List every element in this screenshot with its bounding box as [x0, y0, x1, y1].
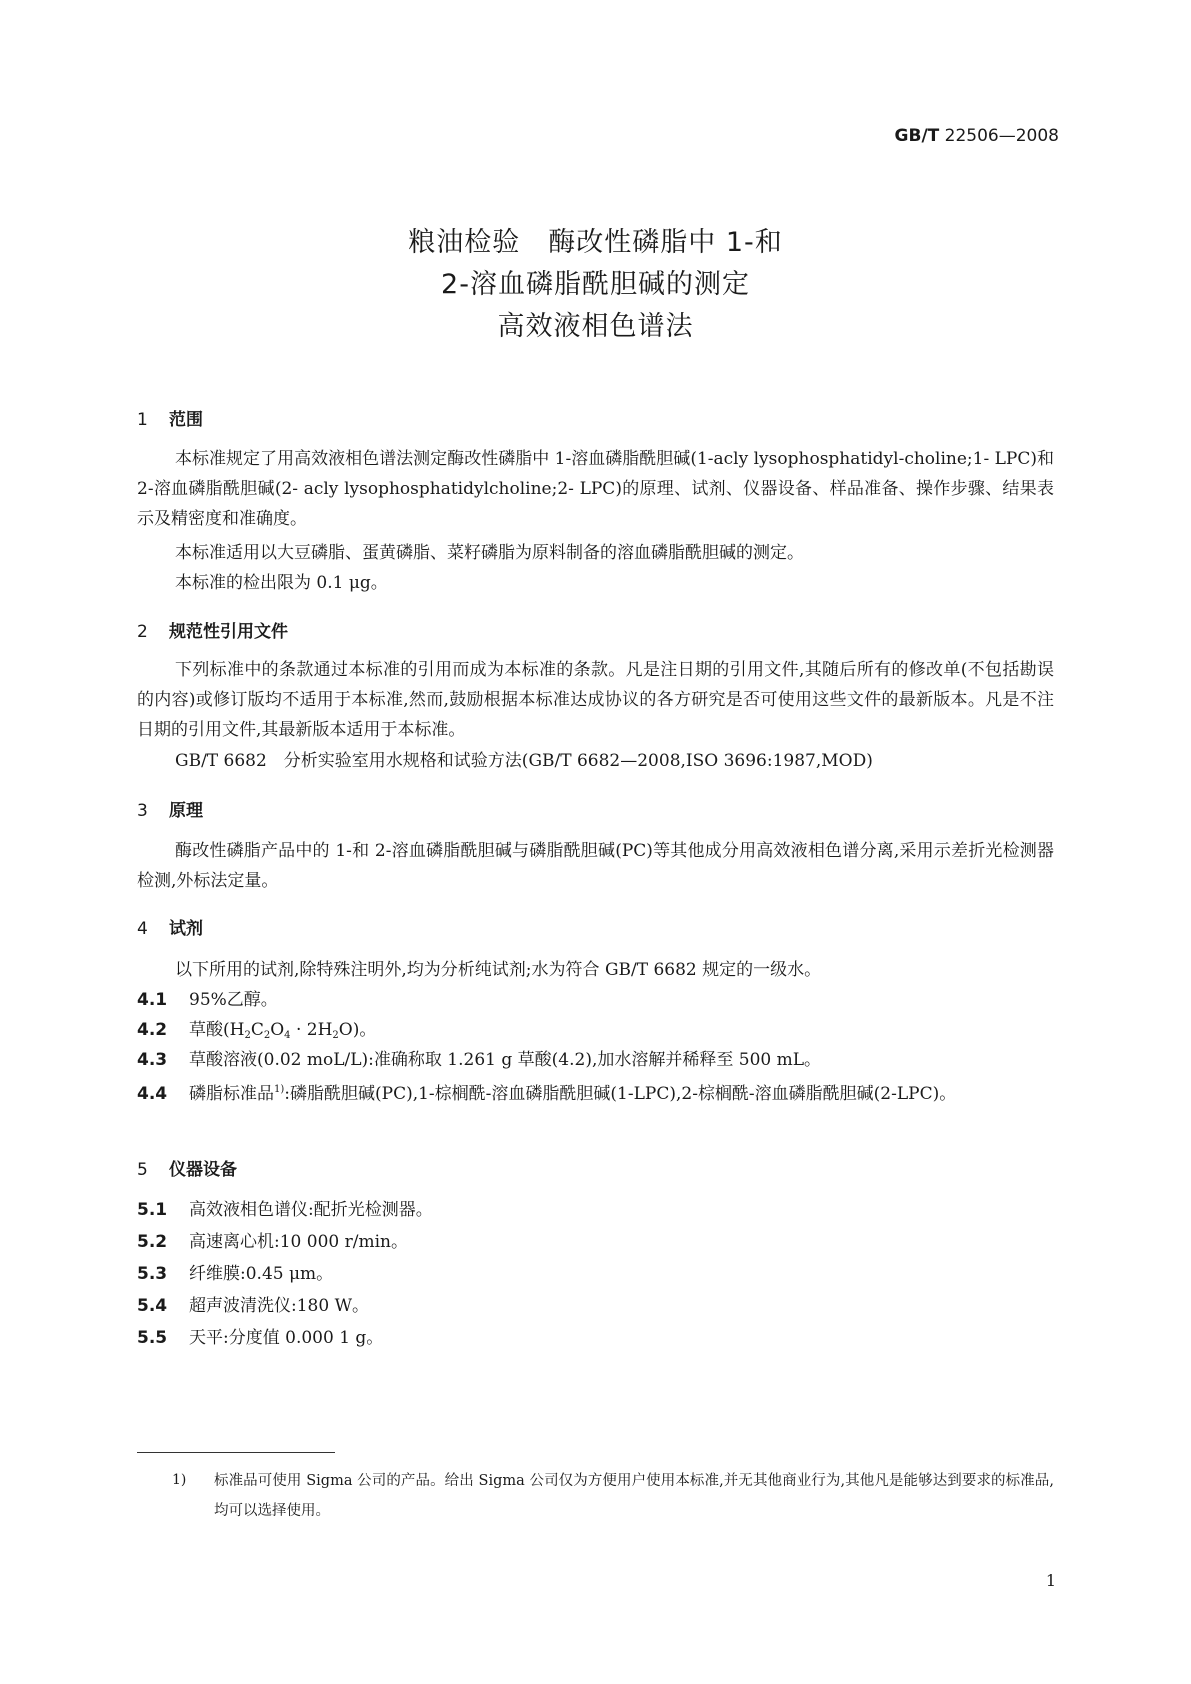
- formula-subscript: 2: [263, 1030, 271, 1041]
- item-text: 纤维膜:0.45 μm。: [189, 1264, 334, 1284]
- item-number: 4.2: [137, 1020, 168, 1040]
- section-1-heading: [137, 405, 203, 430]
- formula-subscript: 2: [332, 1030, 339, 1041]
- footnote-reference[interactable]: 1): [274, 1084, 285, 1095]
- section-title: 试剂: [169, 919, 203, 939]
- section-1-paragraph-1: 本标准规定了用高效液相色谱法测定酶改性磷脂中 1-溶血磷脂酰胆碱(1-acly lysophosphatidyl-choline;1- LPC)和 2-溶血磷脂酰胆碱(2- acly lysophosphatidylcholine;2- LPC)的原理、试剂、仪器设备、样品准备、操作步骤、结果表示及精密度和准确度。: [137, 449, 1054, 529]
- formula-text: O: [270, 1020, 285, 1040]
- formula-text: C: [250, 1020, 264, 1040]
- item-number: 4.3: [137, 1050, 168, 1070]
- section-title: 仪器设备: [169, 1160, 237, 1180]
- footnote-text: 标准品可使用 Sigma 公司的产品。给出 Sigma 公司仅为方便用户使用本标准,并无其他商业行为,其他凡是能够达到要求的标准品,均可以选择使用。: [214, 1473, 1054, 1519]
- section-4-intro: 以下所用的试剂,除特殊注明外,均为分析纯试剂;水为符合 GB/T 6682 规定的一级水。: [175, 960, 822, 980]
- footnote-divider: [137, 1452, 335, 1453]
- section-4-heading: [137, 914, 203, 939]
- formula-text: · 2H: [290, 1020, 333, 1040]
- section-2-paragraph-1: 下列标准中的条款通过本标准的引用而成为本标准的条款。凡是注日期的引用文件,其随后所有的修改单(不包括勘误的内容)或修订版均不适用于本标准,然而,鼓励根据本标准达成协议的各方研究是否可使用这些文件的最新版本。凡是不注日期的引用文件,其最新版本适用于本标准。: [137, 660, 1054, 740]
- equipment-item: [137, 1291, 369, 1321]
- item-text: :磷脂酰胆碱(PC),1-棕榈酰-溶血磷脂酰胆碱(1-LPC),2-棕榈酰-溶血磷脂酰胆碱(2-LPC)。: [284, 1084, 957, 1104]
- equipment-item: [137, 1259, 333, 1289]
- section-number: 5: [137, 1160, 148, 1180]
- item-number: 5.4: [137, 1296, 168, 1316]
- item-number: 5.5: [137, 1328, 168, 1348]
- standard-code-number: 22506—2008: [944, 126, 1059, 146]
- item-number: 4.4: [137, 1084, 168, 1104]
- item-number: 5.1: [137, 1200, 168, 1220]
- section-1-paragraph-3: 本标准的检出限为 0.1 μg。: [175, 573, 388, 593]
- section-number: 4: [137, 919, 148, 939]
- item-text: 高速离心机:10 000 r/min。: [189, 1232, 408, 1252]
- section-3-paragraph-1: 酶改性磷脂产品中的 1-和 2-溶血磷脂酰胆碱与磷脂酰胆碱(PC)等其他成分用高效液相色谱分离,采用示差折光检测器检测,外标法定量。: [137, 841, 1054, 891]
- equipment-item: [137, 1227, 408, 1257]
- item-number: 4.1: [137, 990, 168, 1010]
- equipment-item: [137, 1195, 433, 1225]
- formula-subscript: 4: [284, 1030, 291, 1041]
- item-number: 5.3: [137, 1264, 168, 1284]
- reagent-item-4-4: [137, 1075, 1054, 1109]
- section-title: 规范性引用文件: [169, 622, 288, 642]
- title-line-2: 2-溶血磷脂酰胆碱的测定: [441, 269, 750, 300]
- item-text: 95%乙醇。: [189, 990, 278, 1010]
- section-3-heading: [137, 796, 203, 821]
- item-number: 5.2: [137, 1232, 168, 1252]
- title-line-3: 高效液相色谱法: [497, 311, 694, 342]
- section-number: 2: [137, 622, 148, 642]
- formula-text: O)。: [338, 1020, 377, 1040]
- title-line-1: 粮油检验 酶改性磷脂中 1-和: [408, 227, 783, 258]
- equipment-item: [137, 1323, 383, 1353]
- section-number: 3: [137, 801, 148, 821]
- section-title: 范围: [169, 410, 203, 430]
- section-5-heading: [137, 1155, 237, 1180]
- section-1-paragraph-2: 本标准适用以大豆磷脂、蛋黄磷脂、菜籽磷脂为原料制备的溶血磷脂酰胆碱的测定。: [175, 543, 804, 563]
- page-number: 1: [1045, 1571, 1056, 1590]
- formula-text: 草酸(H: [189, 1020, 245, 1040]
- section-title: 原理: [169, 801, 203, 821]
- item-text: 高效液相色谱仪:配折光检测器。: [189, 1200, 433, 1220]
- item-text: 草酸溶液(0.02 moL/L):准确称取 1.261 g 草酸(4.2),加水溶解并稀释至 500 mL。: [189, 1050, 822, 1070]
- standard-code-prefix: GB/T: [894, 126, 940, 146]
- reagent-item-4-3: [137, 1045, 821, 1075]
- item-text: 天平:分度值 0.000 1 g。: [189, 1328, 384, 1348]
- reagent-item-4-1: [137, 985, 278, 1015]
- normative-reference: GB/T 6682 分析实验室用水规格和试验方法(GB/T 6682—2008,ISO 3696:1987,MOD): [175, 751, 873, 771]
- item-text: 超声波清洗仪:180 W。: [189, 1296, 370, 1316]
- item-text: 磷脂标准品: [189, 1084, 274, 1104]
- footnote-number: 1): [172, 1472, 187, 1488]
- section-number: 1: [137, 410, 148, 430]
- section-2-heading: [137, 617, 288, 642]
- formula-subscript: 2: [244, 1030, 251, 1041]
- standard-code: [895, 126, 1059, 146]
